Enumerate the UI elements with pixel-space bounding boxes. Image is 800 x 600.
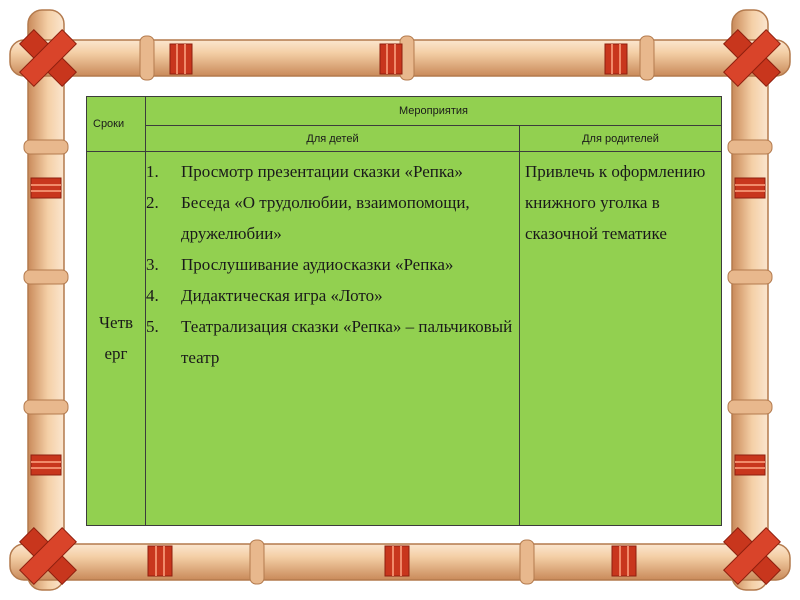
right-pole bbox=[728, 10, 772, 590]
list-item bbox=[146, 280, 519, 311]
list-item bbox=[146, 187, 519, 249]
item-text: Дидактическая игра «Лото» bbox=[181, 286, 383, 305]
list-item bbox=[146, 156, 519, 187]
item-text: Театрализация сказки «Репка» – пальчиковый театр bbox=[181, 317, 513, 367]
children-header bbox=[146, 126, 520, 152]
children-activities-list bbox=[146, 152, 519, 373]
parents-activities-cell bbox=[520, 152, 722, 526]
item-text: Прослушивание аудиосказки «Репка» bbox=[181, 255, 454, 274]
activities-header bbox=[146, 97, 722, 126]
terms-header-label: Сроки bbox=[93, 118, 125, 130]
children-activities-cell bbox=[146, 152, 520, 526]
item-number: 4. bbox=[146, 286, 159, 305]
item-number: 3. bbox=[146, 255, 159, 274]
list-item bbox=[146, 249, 519, 280]
parents-header bbox=[520, 126, 722, 152]
day-cell bbox=[87, 152, 146, 526]
schedule-table bbox=[86, 96, 722, 526]
parents-header-label: Для родителей bbox=[582, 132, 659, 145]
terms-header bbox=[87, 97, 146, 152]
item-number: 5. bbox=[146, 317, 159, 336]
children-header-label: Для детей bbox=[306, 132, 359, 145]
item-number: 2. bbox=[146, 193, 159, 212]
parents-activity-text: Привлечь к оформлению книжного уголка в сказочной тематике bbox=[525, 162, 706, 243]
item-number: 1. bbox=[146, 162, 159, 181]
day-label-line1: Четв bbox=[98, 313, 134, 332]
left-pole bbox=[24, 10, 68, 590]
activities-header-label: Мероприятия bbox=[399, 105, 468, 117]
day-label-line2: ерг bbox=[104, 344, 128, 363]
item-text: Беседа «О трудолюбии, взаимопомощи, дружелюбии» bbox=[181, 193, 470, 243]
list-item bbox=[146, 311, 519, 373]
item-text: Просмотр презентации сказки «Репка» bbox=[181, 162, 463, 181]
